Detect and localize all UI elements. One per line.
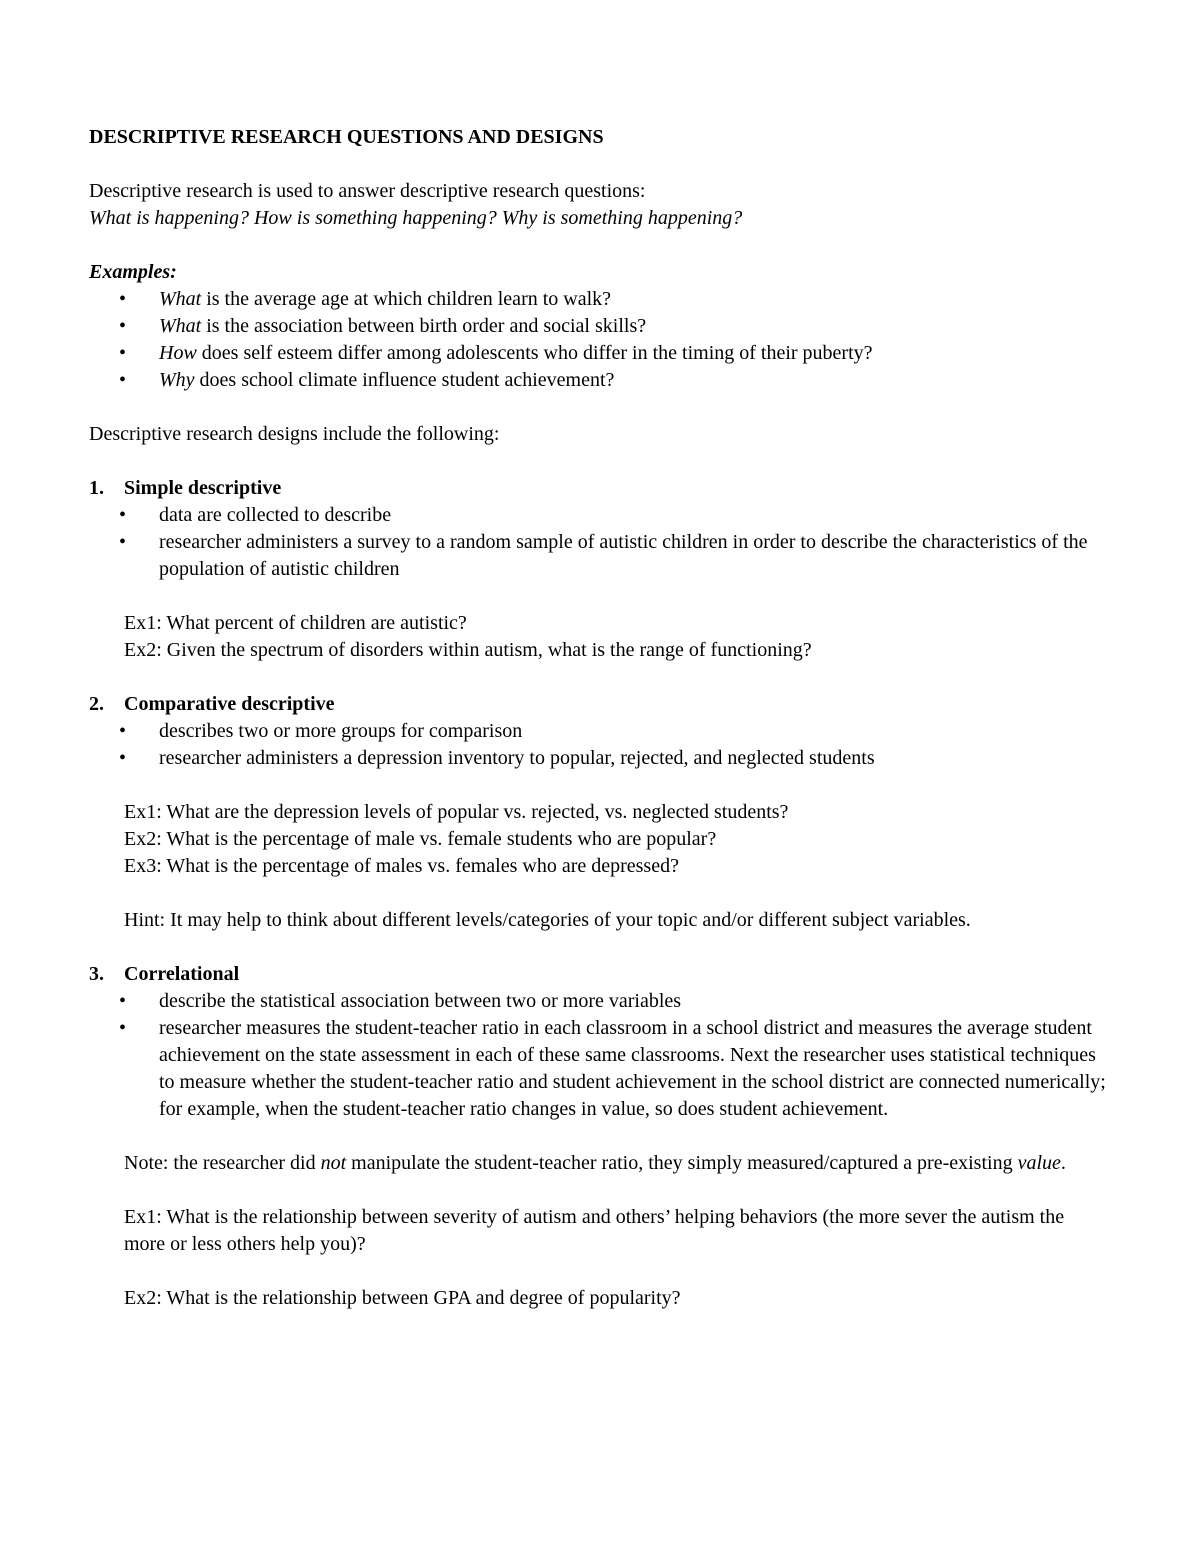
note-text: manipulate the student-teacher ratio, they simply measured/captured a pre-existing [346,1152,1018,1174]
note-paragraph [89,1150,1109,1177]
list-item [89,745,1109,772]
bullet-icon: • [119,747,127,769]
bullet-icon: • [119,288,127,310]
list-item-text: is the association between birth order and social skills? [201,315,647,337]
bullet-icon: • [119,504,127,526]
bullet-icon: • [119,1017,127,1039]
intro-line: Descriptive research is used to answer descriptive research questions: [89,180,646,202]
note-text: . [1060,1152,1066,1174]
list-item-text: researcher administers a survey to a random sample of autistic children in order to describe the characteristics of the population of autistic children [159,531,1088,580]
design-simple-descriptive [89,475,1109,664]
design-bullets [89,988,1109,1123]
question-word: How [159,342,197,364]
bullet-icon: • [119,369,127,391]
list-item-text: describe the statistical association between two or more variables [159,990,682,1012]
question-word: What [159,315,202,337]
design-number: 1. [89,477,104,499]
design-heading [89,691,1109,718]
list-item-text: researcher administers a depression inventory to popular, rejected, and neglected students [159,747,875,769]
bullet-icon: • [119,531,127,553]
design-heading [89,475,1109,502]
list-item [89,313,1109,340]
list-item-text: does self esteem differ among adolescents who differ in the timing of their puberty? [196,342,873,364]
list-item-text: describes two or more groups for comparison [159,720,523,742]
list-item [89,718,1109,745]
intro-paragraph [89,178,1109,232]
list-item-text: is the average age at which children learn to walk? [201,288,612,310]
list-item [89,529,1109,583]
design-bullets [89,718,1109,772]
design-heading-text: Comparative descriptive [124,693,335,715]
example-line: Ex2: What is the relationship between GPA and degree of popularity? [124,1287,681,1309]
design-correlational [89,961,1109,1312]
design-heading-text: Simple descriptive [124,477,282,499]
design-bullets [89,502,1109,583]
examples-label: Examples: [89,261,177,283]
list-item [89,1015,1109,1123]
note-emphasis: not [320,1152,347,1174]
intro-questions: What is happening? How is something happening? Why is something happening? [89,207,743,229]
example-line: Ex1: What are the depression levels of popular vs. rejected, vs. neglected students? [124,801,789,823]
list-item [89,286,1109,313]
example-line: Ex3: What is the percentage of males vs. females who are depressed? [124,855,679,877]
bullet-icon: • [119,315,127,337]
design-examples [89,799,1109,880]
document-title: DESCRIPTIVE RESEARCH QUESTIONS AND DESIGNS [89,126,604,148]
hint-paragraph: Hint: It may help to think about different levels/categories of your topic and/or different subject variables. [124,909,971,931]
list-item-text: researcher measures the student-teacher ratio in each classroom in a school district and measures the average student achievement on the state assessment in each of these same classrooms. Next the researcher uses statistical techniques to measure whether the student-teacher ratio and student achievement in the school district are connected numerically; for example, when the student-teacher ratio changes in value, so does student achievement. [159,1017,1106,1120]
list-item [89,340,1109,367]
list-item-text: data are collected to describe [159,504,392,526]
list-item [89,367,1109,394]
question-word: Why [159,369,195,391]
example-line: Ex2: What is the percentage of male vs. female students who are popular? [124,828,717,850]
design-heading-text: Correlational [124,963,240,985]
list-item [89,988,1109,1015]
bullet-icon: • [119,990,127,1012]
bullet-icon: • [119,720,127,742]
bullet-icon: • [119,342,127,364]
question-word: What [159,288,202,310]
designs-intro: Descriptive research designs include the following: [89,423,500,445]
note-emphasis: value [1017,1152,1061,1174]
list-item [89,502,1109,529]
design-number: 3. [89,963,104,985]
example-line: Ex1: What is the relationship between severity of autism and others’ helping behaviors (the more sever the autism the more or less others help you)? [124,1206,1065,1255]
design-number: 2. [89,693,104,715]
design-examples [89,610,1109,664]
design-heading [89,961,1109,988]
design-comparative-descriptive [89,691,1109,934]
note-text: Note: the researcher did [124,1152,321,1174]
example-line: Ex2: Given the spectrum of disorders within autism, what is the range of functioning? [124,639,812,661]
document-body [89,124,1109,1312]
examples-list [89,286,1109,394]
example-line: Ex1: What percent of children are autistic? [124,612,467,634]
list-item-text: does school climate influence student achievement? [194,369,615,391]
